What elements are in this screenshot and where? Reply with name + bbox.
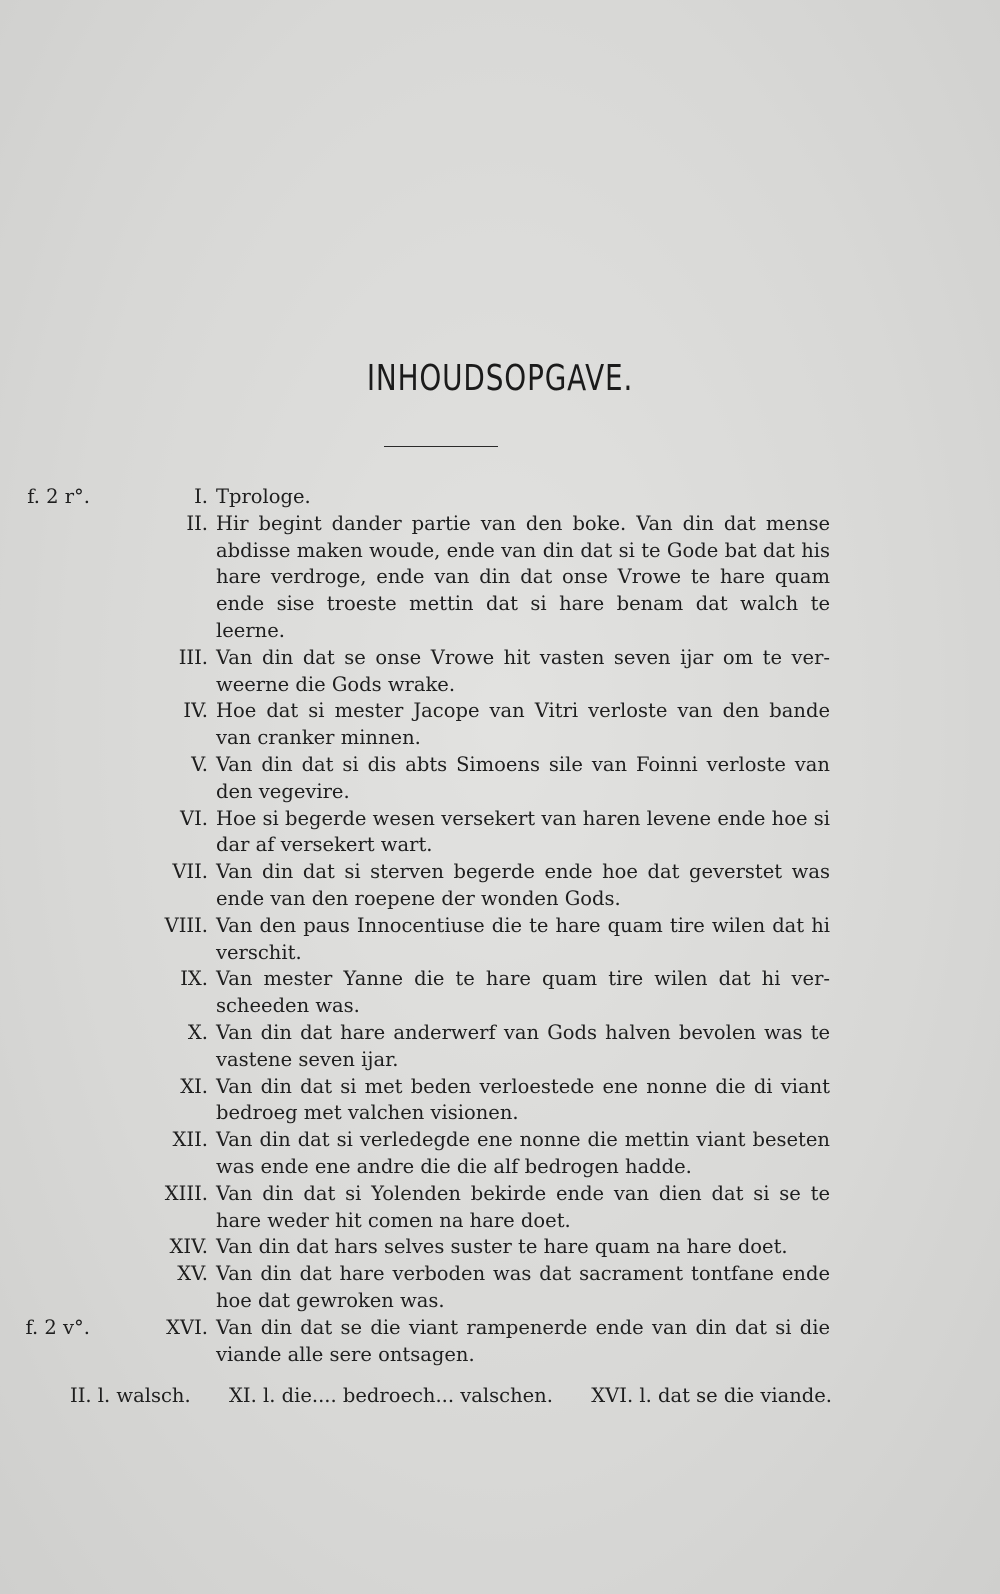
chapter-number: III. bbox=[178, 645, 208, 669]
toc-entry bbox=[0, 966, 1000, 1020]
toc-entry bbox=[0, 1315, 1000, 1369]
toc-entry bbox=[0, 1181, 1000, 1235]
chapter-description: Van din dat se onse Vrowe hit vasten seven ijar om te ver- weerne die Gods wrake. bbox=[216, 645, 830, 696]
toc-entry bbox=[0, 1261, 1000, 1315]
chapter-description: Van din dat si verledegde ene nonne die mettin viant beseten was ende ene andre die die alf bedrogen hadde. bbox=[216, 1128, 830, 1178]
toc-entry bbox=[0, 1234, 1000, 1261]
chapter-description: Van din dat si Yolenden bekirde ende van dien dat si se te hare weder hit comen na hare doet. bbox=[216, 1181, 830, 1232]
chapter-description: Van din dat si dis abts Simoens sile van Foinni verloste van den vegevire. bbox=[216, 752, 830, 803]
chapter-number: VI. bbox=[180, 806, 208, 830]
chapter-description: Tprologe. bbox=[216, 485, 311, 508]
chapter-number: IV. bbox=[183, 699, 208, 723]
table-of-contents bbox=[0, 484, 1000, 1368]
folio-reference: f. 2 r°. bbox=[27, 485, 90, 508]
chapter-description: Hir begint dander partie van den boke. Van din dat mense abdisse maken woude, ende van din dat si te Gode bat dat his hare verdroge, ende van din dat onse Vrowe te hare quam ende sise troeste mettin dat si hare benam dat walch te leerne. bbox=[216, 511, 830, 642]
chapter-number: IX. bbox=[180, 967, 208, 991]
toc-entry bbox=[0, 1020, 1000, 1074]
chapter-number: I. bbox=[194, 485, 208, 508]
chapter-description: Van din dat se die viant rampenerde ende van din dat si die viande alle sere ontsagen. bbox=[216, 1315, 830, 1366]
chapter-description: Van din dat hars selves suster te hare quam na hare doet. bbox=[216, 1235, 788, 1259]
toc-entry bbox=[0, 806, 1000, 860]
chapter-number: XIV. bbox=[169, 1235, 208, 1259]
footnote: XVI. l. dat se die viande. bbox=[591, 1384, 832, 1407]
chapter-description: Van mester Yanne die te hare quam tire wilen dat hi ver- scheeden was. bbox=[216, 967, 830, 1018]
footnotes bbox=[70, 1384, 832, 1407]
chapter-number: VIII. bbox=[164, 913, 208, 937]
toc-entry bbox=[0, 1074, 1000, 1128]
footnote: XI. l. die.... bedroech... valschen. bbox=[229, 1384, 553, 1407]
chapter-number: II. bbox=[186, 511, 208, 535]
title-rule bbox=[384, 446, 498, 447]
toc-entry bbox=[0, 484, 1000, 511]
toc-entry bbox=[0, 859, 1000, 913]
toc-entry bbox=[0, 752, 1000, 806]
chapter-description: Van din dat hare anderwerf van Gods halven bevolen was te vastene seven ijar. bbox=[216, 1020, 830, 1071]
chapter-description: Van din dat hare verboden was dat sacrament tontfane ende hoe dat gewroken was. bbox=[216, 1262, 830, 1312]
toc-entry bbox=[0, 698, 1000, 752]
chapter-number: XII. bbox=[172, 1128, 208, 1152]
chapter-description: Hoe si begerde wesen versekert van haren levene ende hoe si dar af versekert wart. bbox=[216, 806, 830, 857]
chapter-description: Van din dat si met beden verloestede ene nonne die di viant bedroeg met valchen visionen. bbox=[216, 1074, 830, 1125]
chapter-number: V. bbox=[191, 752, 208, 776]
folio-reference: f. 2 v°. bbox=[25, 1315, 90, 1339]
chapter-description: Van den paus Innocentiuse die te hare quam tire wilen dat hi verschit. bbox=[216, 913, 830, 964]
toc-entry bbox=[0, 1127, 1000, 1181]
chapter-number: XIII. bbox=[164, 1181, 208, 1205]
chapter-number: XVI. bbox=[166, 1315, 208, 1339]
toc-entry bbox=[0, 645, 1000, 699]
chapter-number: VII. bbox=[172, 860, 208, 884]
chapter-description: Van din dat si sterven begerde ende hoe dat geverstet was ende van den roepene der wonden Gods. bbox=[216, 860, 830, 910]
chapter-description: Hoe dat si mester Jacope van Vitri verloste van den bande van cranker minnen. bbox=[216, 699, 830, 750]
toc-entry bbox=[0, 511, 1000, 645]
chapter-number: XI. bbox=[180, 1074, 208, 1098]
toc-entry bbox=[0, 913, 1000, 967]
footnote: II. l. walsch. bbox=[70, 1384, 191, 1407]
chapter-number: XV. bbox=[177, 1262, 208, 1286]
chapter-number: X. bbox=[187, 1020, 208, 1044]
page-title: INHOUDSOPGAVE. bbox=[366, 358, 634, 399]
